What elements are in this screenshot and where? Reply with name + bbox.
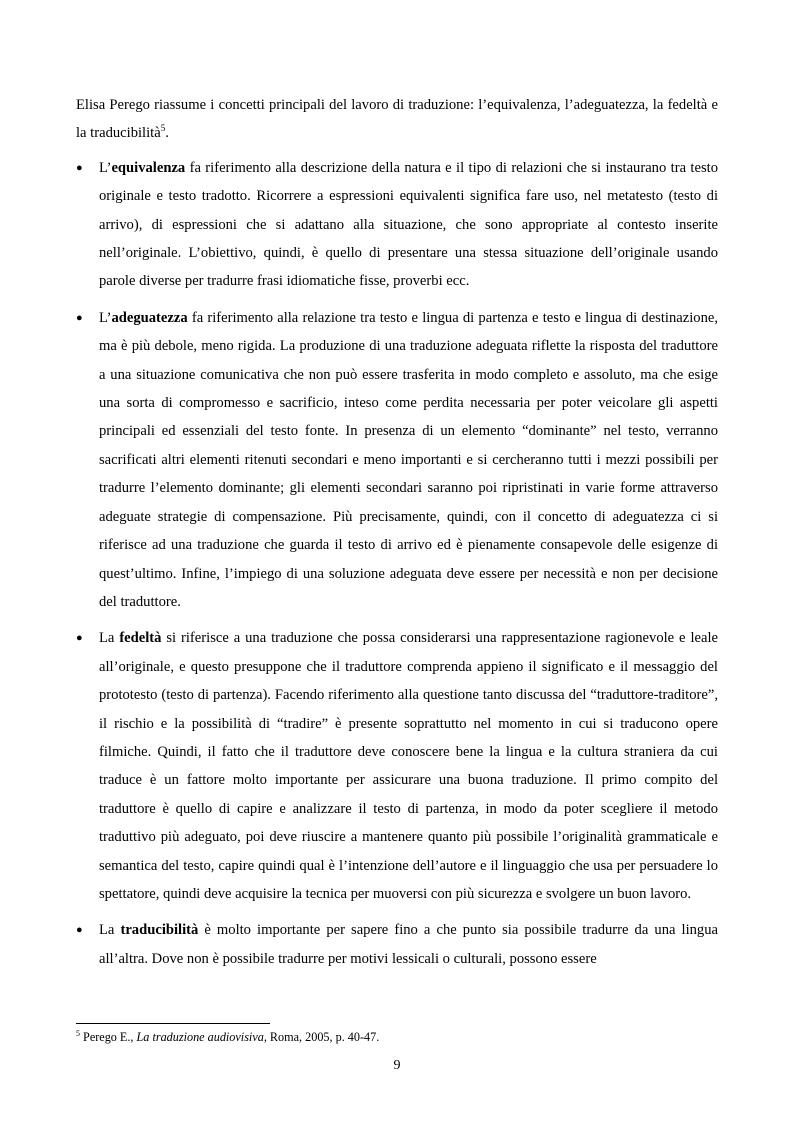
footnote-title: La traduzione audiovisiva: [136, 1030, 264, 1044]
list-item-text: [99, 916, 718, 973]
item-term: fedeltà: [119, 630, 162, 647]
list-item-text: [99, 624, 718, 908]
item-body: è molto importante per sapere fino a che punto sia possibile tradurre da una lingua all’altra. Dove non è possibile tradurre per motivi lessicali o culturali, possono essere: [99, 922, 719, 967]
list-item-traducibilita: [76, 916, 718, 973]
bullet-icon: ●: [76, 161, 83, 174]
list-item-adeguatezza: [76, 304, 718, 616]
item-body: fa riferimento alla relazione tra testo e lingua di partenza e testo e lingua di destinazione, ma è più debole, meno rigida. La produzione di una traduzione adeguata riflette la risposta del traduttore a una situazione comunicativa che non può essere trasferita in modo completo e assoluto, ma che esige una sorta di compromesso e sacrificio, inteso come perdita necessaria per poter veicolare gli aspetti principali ed essenziali del testo fonte. In presenza di un elemento “dominante” nel testo, verranno sacrificati altri elementi ritenuti secondari e meno importanti e si cercheranno tutti i mezzi possibili per tradurre l’elemento dominante; gli elementi secondari saranno poi ripristinati in varie forme attraverso adeguate strategie di compensazione. Più precisamente, quindi, con il concetto di adeguatezza ci si riferisce ad una traduzione che guarda il testo di arrivo ed è pienamente consapevole delle esigenze di quest’ultimo. Infine, l’impiego di una soluzione adeguata deve essere per necessità e non per decisione del traduttore.: [99, 309, 718, 610]
list-item-text: [99, 154, 718, 296]
intro-paragraph: [76, 91, 718, 148]
footnote-rest: , Roma, 2005, p. 40-47.: [263, 1030, 380, 1044]
bullet-icon: ●: [76, 311, 83, 324]
footnote-divider: [76, 1023, 270, 1024]
item-term: adeguatezza: [111, 309, 188, 326]
item-lead: L’: [99, 159, 112, 176]
bullet-icon: ●: [76, 924, 83, 937]
item-lead: La: [99, 922, 121, 939]
bullet-icon: ●: [76, 632, 83, 645]
intro-end: .: [165, 125, 169, 142]
list-item-text: [99, 304, 718, 616]
intro-text: Elisa Perego riassume i concetti principali del lavoro di traduzione: l’equivalenza, l’adeguatezza, la fedeltà e la traducibilità: [76, 97, 718, 142]
footnote-reference[interactable]: 5: [160, 123, 166, 134]
footnote-number: 5: [76, 1028, 80, 1038]
page-number: 9: [393, 1058, 401, 1073]
item-lead: L’: [99, 309, 112, 326]
item-term: equivalenza: [111, 159, 186, 176]
list-item-equivalenza: [76, 154, 718, 296]
item-term: traducibilità: [120, 922, 199, 939]
page-body: [76, 91, 718, 981]
item-body: si riferisce a una traduzione che possa considerarsi una rappresentazione ragionevole e leale all’originale, e questo presuppone che il traduttore comprenda appieno il significato e il messaggio del prototesto (testo di partenza). Facendo riferimento alla questione tanto discussa del “traduttore-traditore”, il rischio e la possibilità di “tradire” è presente soprattutto nel momento in cui si traducono opere filmiche. Quindi, il fatto che il traduttore deve conoscere bene la lingua e la cultura straniera da cui traduce è un fattore molto importante per assicurare una buona traduzione. Il primo compito del traduttore è quello di capire e analizzare il testo di partenza, in modo da poter scegliere il metodo traduttivo più adeguato, poi deve riuscire a mantenere quanto più possibile l’originalità grammaticale e semantica del testo, capire quindi qual è l’intenzione dell’autore e il linguaggio che usa per persuadere lo spettatore, quindi deve acquisire la tecnica per muoversi con più sicurezza e svolgere un buon lavoro.: [99, 630, 718, 902]
item-body: fa riferimento alla descrizione della natura e il tipo di relazioni che si instaurano tra testo originale e testo tradotto. Ricorrere a espressioni equivalenti significa fare uso, nel metatesto (testo di arrivo), di espressioni che si adattano alla situazione, che sono appropriate al contesto inserite nell’originale. L’obiettivo, quindi, è quello di presentare una stessa situazione dell’originale usando parole diverse per tradurre frasi idiomatiche fisse, proverbi ecc.: [99, 159, 718, 290]
item-lead: La: [99, 630, 120, 647]
footnote: [76, 1029, 718, 1045]
footnote-author: Perego E.,: [80, 1030, 137, 1044]
list-item-fedelta: [76, 624, 718, 908]
